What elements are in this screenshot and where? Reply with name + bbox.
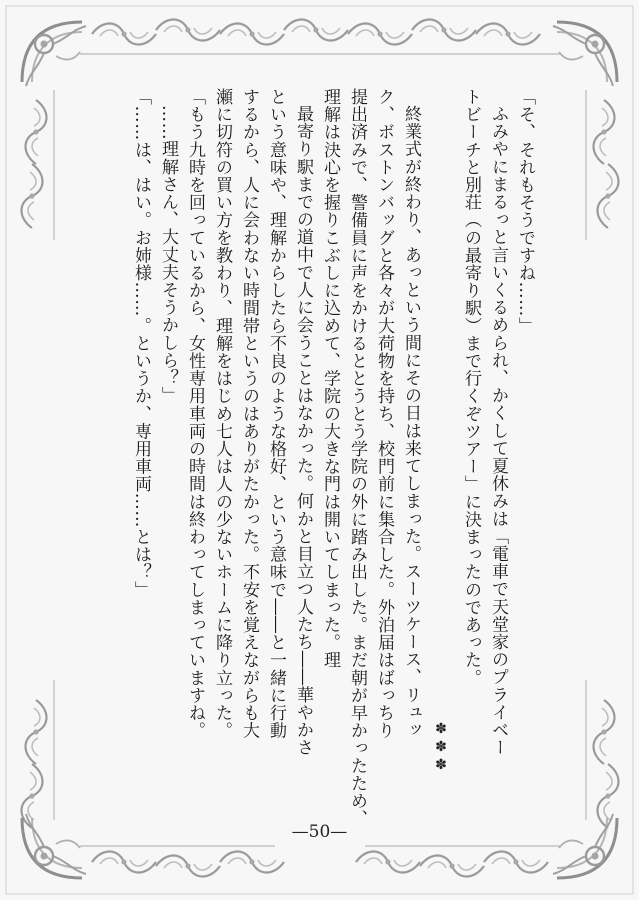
vertical-body-text [102, 88, 538, 828]
text-column: 「……は、はい。お姉様……。というか、専用車両……とは？」 [131, 88, 151, 599]
corner-ornament-top-right [553, 22, 617, 86]
corner-ornament-top-left [22, 22, 86, 86]
text-column: トビーチと別荘（の最寄り駅）まで行くぞツアー」に決まったのであった。 [461, 88, 481, 687]
left-border-ornament [22, 90, 55, 828]
text-column: 理解は決心を握りこぶしに込めて、学院の大きな門は開いてしまった。理 [320, 88, 340, 669]
text-column: 「もう九時を回っているから、女性専用車両の時間は終わってしまっていますね。 [185, 88, 205, 740]
text-column: 瀬に切符の買い方を教わり、理解をはじめ七人は人の少ないホームに降り立った。 [212, 88, 232, 740]
right-border-ornament [586, 90, 619, 828]
text-column: ク、ボストンバッグと各々が大荷物を持ち、校門前に集合した。外泊届はばっちり [374, 88, 394, 740]
text-column: ふみやにまるっと言いくるめられ、かくして夏休みは「電車で天堂家のプライベー [488, 105, 508, 757]
text-column: ……理解さん、大丈夫そうかしら？」 [158, 105, 178, 405]
text-column: 提出済みで、警備員に声をかけるととうとう学院の外に踏み出した。まだ朝が早かったため、 [347, 88, 367, 828]
text-column: するから、人に会わない時間帯というのはありがたかった。不安を覚えながらも大 [239, 88, 259, 740]
text-column: 「そ、それもそうですね……」 [515, 88, 535, 335]
text-column: という意味や、理解からしたら不良のような格好、という意味で――と一緒に行動 [266, 88, 286, 740]
section-break-ornament: ✽✽✽ [433, 721, 449, 775]
text-column: 終業式が終わり、あっという間にその日は来てしまった。スーツケース、リュッ [401, 105, 421, 739]
text-column: 最寄り駅までの道中で人に会うことはなかった。何かと目立つ人たち――華やかさ [293, 105, 313, 757]
page-number: —50— [291, 822, 348, 842]
bottom-border-ornament [80, 846, 560, 877]
top-border-ornament [80, 20, 560, 55]
